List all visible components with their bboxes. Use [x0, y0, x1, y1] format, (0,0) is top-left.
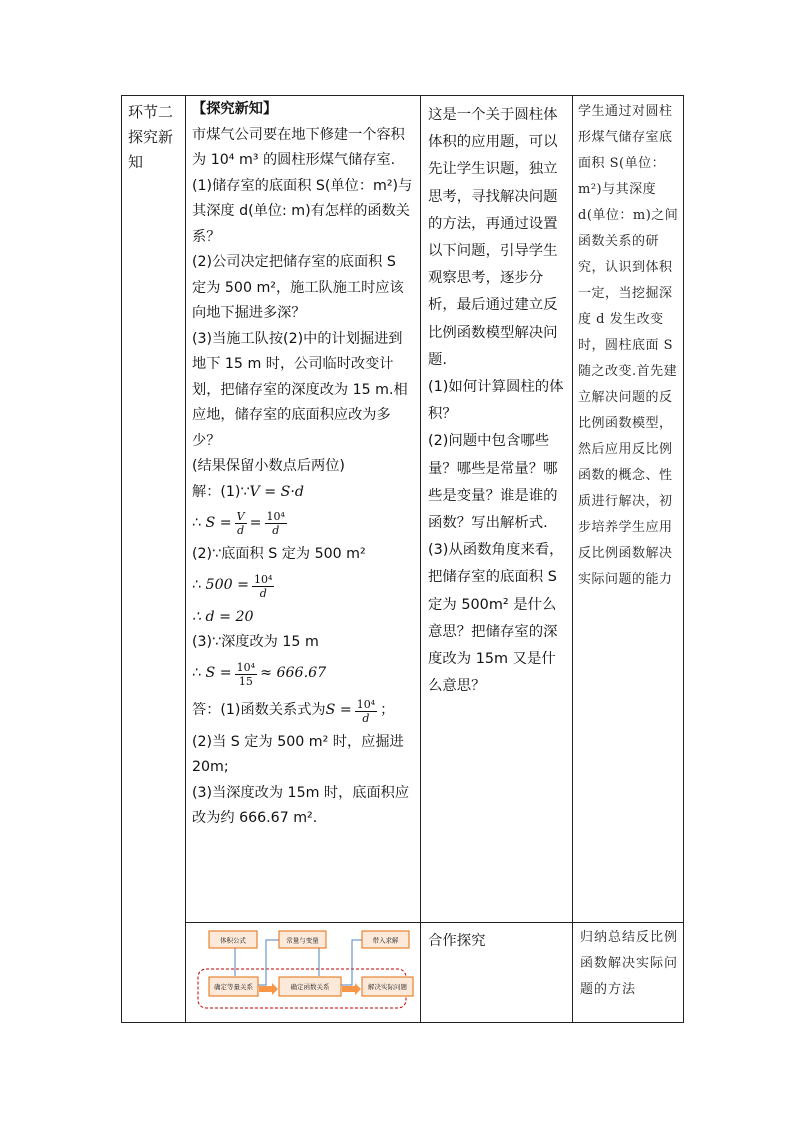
summary-cell [573, 922, 684, 1022]
fraction-volume-over-15: $\frac{\text{10⁴}}{15}$ [236, 660, 256, 688]
cooperation-cell [421, 922, 573, 1022]
flow-box-bottom-1 [209, 977, 258, 996]
problem-statement: 市煤气公司要在地下修建一个容积为 10⁴ m³ 的圆柱形煤气储存室. [192, 126, 405, 168]
equals-sign: = [249, 514, 262, 531]
teaching-guide-cell [421, 96, 573, 923]
flow-box-label: 体积公式 [220, 937, 246, 944]
answer-1-suffix: ； [380, 702, 395, 719]
fraction-answer: $\frac{\text{10⁴}}{d}$ [356, 697, 376, 725]
question-2: (2)公司决定把储存室的底面积 S 定为 500 m²，施工队施工时应该向地下掘进多深？ [192, 254, 404, 321]
solution-line-6: (3)∵深度改为 15 m [192, 634, 319, 650]
solution-line-2 [192, 505, 414, 542]
solution-line-3: (2)∵底面积 S 定为 500 m² [192, 546, 366, 562]
guide-question-2: (2)问题中包含哪些量？哪些是常量？哪些是变量？谁是谁的函数？写出解析式. [428, 433, 558, 532]
flow-box-label: 常量与变量 [286, 937, 319, 944]
flow-box-top-3 [362, 931, 409, 948]
stage-label: 环节二探究新知 [128, 103, 174, 171]
flow-box-bottom-3 [362, 977, 413, 996]
solution-line-4 [192, 568, 414, 605]
guide-intro: 这是一个关于圆柱体体积的应用题，可以先让学生识题，独立思考，寻找解决问题的方法，再通过设置以下问题，引导学生观察思考，逐步分析，最后通过建立反比例函数模型解决问题. [428, 107, 558, 368]
flow-box-top-2 [279, 931, 326, 948]
solution-7-result: ≈ 666.67 [260, 665, 327, 682]
cooperation-label: 合作探究 [428, 932, 486, 949]
flow-box-label: 解决实际问题 [368, 983, 407, 991]
solution-line-1 [192, 480, 414, 506]
answer-1-lhs: S = [325, 702, 352, 719]
design-intent-cell [573, 96, 684, 923]
solution-line-7 [192, 656, 414, 693]
design-intent-text: 学生通过对圆柱形煤气储存室底面积 S(单位：m²)与其深度 d(单位：m)之间函数关系的研究，认识到体积一定，当挖掘深度 d 发生改变时，圆柱底面 S 随之改变.首先建立解决问题的反比例函数模型，然后应用反比例函数的概念、性质进行解决，初步培养学生应用反比例函数解决实际问题的能力 [578, 104, 679, 587]
table-row [122, 96, 684, 923]
section-heading: 【探究新知】 [192, 101, 278, 117]
flow-diagram-cell [186, 922, 421, 1022]
flow-box-top-1 [209, 931, 257, 948]
flow-box-bottom-2 [279, 977, 341, 996]
question-3: (3)当施工队按(2)中的计划掘进到地下 15 m 时，公司临时改变计划，把储存室的深度改为 15 m.相应地，储存室的底面积应改为多少？ [192, 330, 408, 449]
fraction-v-over-d: $\frac{V}{d}$ [236, 510, 245, 537]
answer-line-1 [192, 693, 414, 730]
solution-1-prefix: 解：(1)∵ [192, 483, 250, 500]
rounding-note: (结果保留小数点后两位) [192, 458, 345, 474]
flow-diagram [186, 923, 418, 1018]
flow-box-label: 确定函数关系 [290, 983, 330, 991]
lesson-table [121, 95, 684, 1023]
solution-2-lhs: S = [205, 514, 232, 531]
guide-question-1: (1)如何计算圆柱的体积？ [428, 379, 564, 423]
solution-7-prefix: ∴ [192, 665, 202, 682]
solution-4-lhs: 500 = [205, 577, 250, 594]
flow-box-label: 带入求解 [372, 937, 399, 944]
fraction-volume-over-d-2: $\frac{\text{10⁴}}{d}$ [254, 572, 273, 600]
main-content-cell [186, 96, 421, 923]
volume-formula: V = S·d [249, 483, 304, 500]
stage-cell [122, 96, 186, 1023]
summary-text: 归纳总结反比例函数解决实际问题的方法 [580, 929, 679, 997]
guide-question-3: (3)从函数角度来看，把储存室的底面积 S 定为 500m² 是什么意思？把储存室的深度改为 15m 又是什么意思？ [428, 542, 564, 695]
solution-2-prefix: ∴ [192, 514, 202, 531]
answer-line-3: (3)当深度改为 15m 时，底面积应改为约 666.67 m². [192, 784, 410, 826]
solution-7-lhs: S = [205, 665, 232, 682]
fraction-volume-over-d: $\frac{\text{10⁴}}{d}$ [266, 510, 285, 537]
connector-line [257, 940, 279, 985]
connector-line [341, 940, 362, 985]
answer-line-2: (2)当 S 定为 500 m² 时，应掘进 20m; [192, 733, 404, 775]
solution-line-5: ∴ d = 20 [192, 608, 254, 625]
flow-box-label: 确定等量关系 [214, 983, 253, 991]
question-1: (1)储存室的底面积 S(单位：m²)与其深度 d(单位: m)有怎样的函数关系？ [192, 177, 413, 245]
solution-4-prefix: ∴ [192, 577, 202, 594]
answer-1-prefix: 答：(1)函数关系式为 [192, 702, 326, 719]
table-row [122, 922, 684, 1022]
